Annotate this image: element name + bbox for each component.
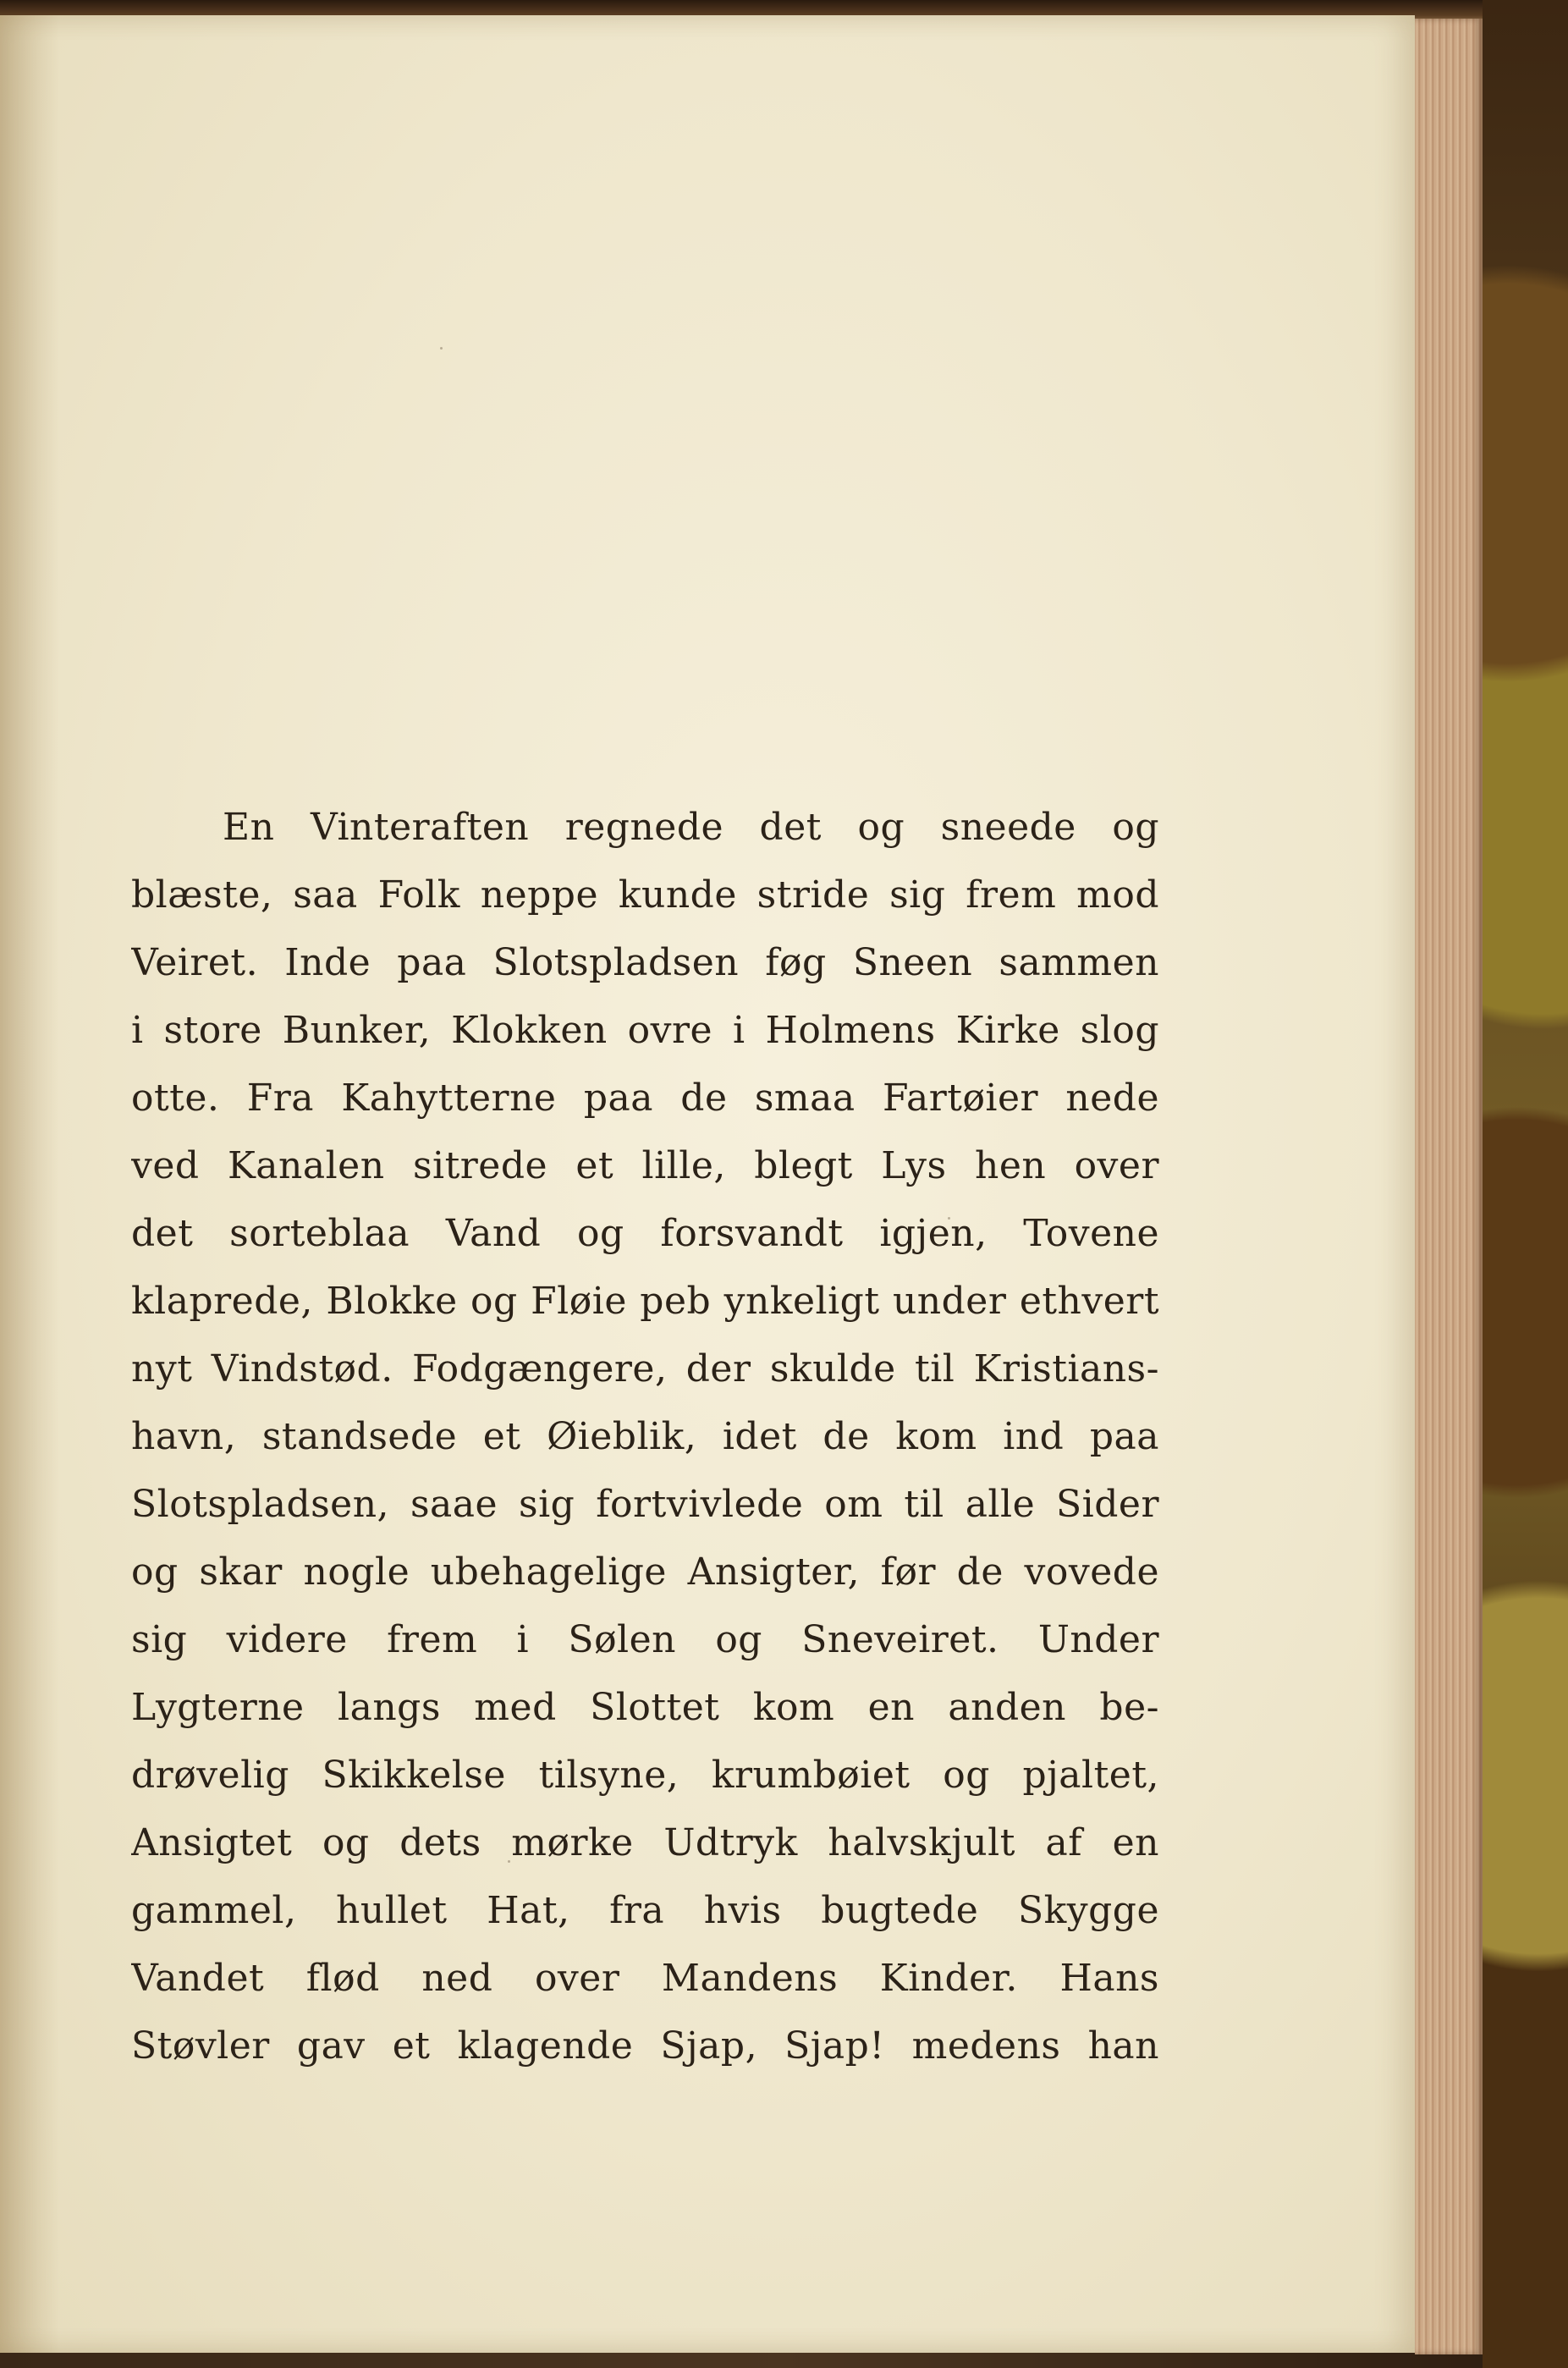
text-line: otte. Fra Kahytterne paa de smaa Fartøier nede (131, 1077, 1159, 1120)
text-line: i store Bunker, Klokken ovre i Holmens Kirke slog (131, 1009, 1159, 1052)
text-line: det sorteblaa Vand og forsvandt igjen, Tovene (131, 1212, 1159, 1255)
marbled-cover (1483, 0, 1568, 2368)
text-line: nyt Vindstød. Fodgængere, der skulde til Kristians- (131, 1347, 1159, 1391)
text-line: sig videre frem i Sølen og Sneveiret. Under (131, 1618, 1159, 1661)
text-line: Støvler gav et klagende Sjap, Sjap! medens han (131, 2024, 1159, 2068)
gutter-shadow (0, 15, 59, 2353)
page-edges (1415, 19, 1483, 2354)
text-line: gammel, hullet Hat, fra hvis bugtede Skygge (131, 1889, 1159, 1932)
book-page (0, 15, 1415, 2353)
text-line: drøvelig Skikkelse tilsyne, krumbøiet og pjaltet, (131, 1754, 1159, 1797)
body-text (131, 794, 1159, 2080)
text-line: klaprede, Blokke og Fløie peb ynkeligt under ethvert (131, 1280, 1159, 1323)
text-line: Lygterne langs med Slottet kom en anden be- (131, 1686, 1159, 1729)
text-line: Vandet flød ned over Mandens Kinder. Hans (131, 1957, 1159, 2000)
text-line: En Vinteraften regnede det og sneede og (223, 806, 1159, 849)
text-line: blæste, saa Folk neppe kunde stride sig frem mod (131, 873, 1159, 917)
text-line: Ansigtet og dets mørke Udtryk halvskjult af en (131, 1821, 1159, 1864)
text-line: ved Kanalen sitrede et lille, blegt Lys hen over (131, 1144, 1159, 1187)
text-line: Slotspladsen, saae sig fortvivlede om til alle Sider (131, 1483, 1159, 1526)
text-line: havn, standsede et Øieblik, idet de kom ind paa (131, 1415, 1159, 1458)
paper-speck (440, 347, 443, 350)
text-line: Veiret. Inde paa Slotspladsen føg Sneen sammen (131, 941, 1159, 984)
text-line: og skar nogle ubehagelige Ansigter, før de vovede (131, 1550, 1159, 1594)
